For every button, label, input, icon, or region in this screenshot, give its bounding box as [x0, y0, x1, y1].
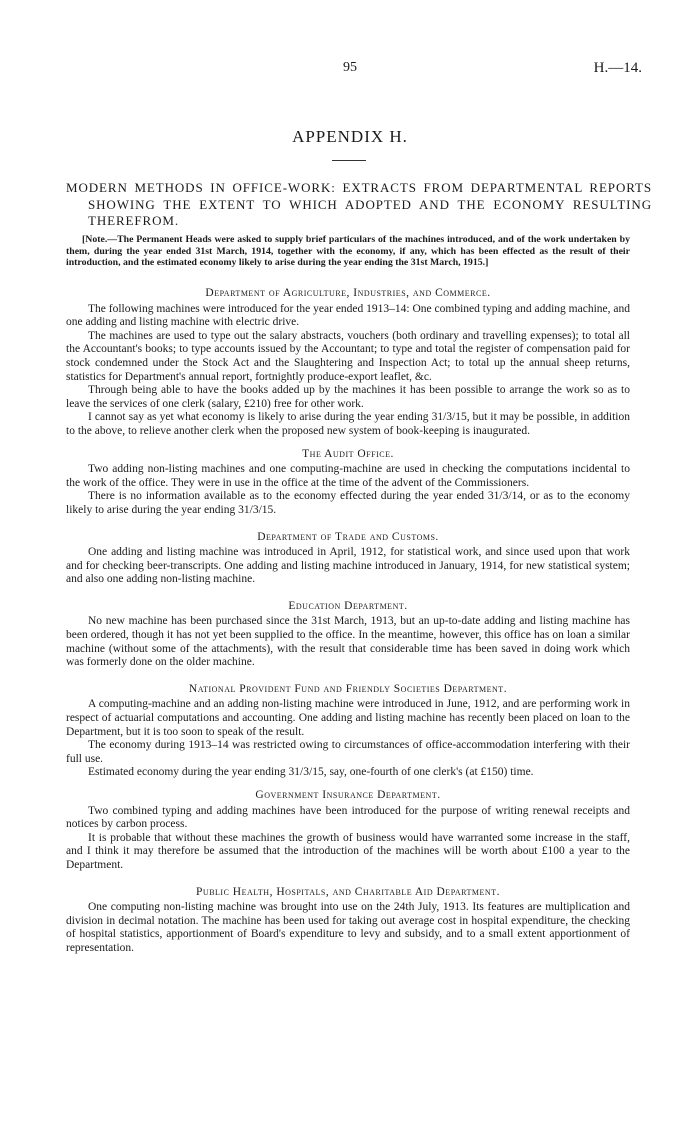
paragraph: Through being able to have the books added up by the machines it has been possible to arrange the work so as to leave the services of one clerk (salary, £210) free for other work. — [66, 384, 630, 410]
section-public-health — [66, 886, 630, 956]
section-heading: Department of Trade and Customs. — [257, 530, 439, 543]
section-heading: Department of Agriculture, Industries, and Commerce. — [205, 287, 491, 299]
paragraph: I cannot say as yet what economy is likely to arise during the year ending 31/3/15, but it may be possible, in addition to the above, to relieve another clerk when the proposed new system of book-keeping is inaugurated. — [66, 411, 630, 437]
paragraph: A computing-machine and an adding non-listing machine were introduced in June, 1912, and are performing work in respect of actuarial computations and accounting. One adding and listing machine has recently been placed on loan to the Department, but it is too soon to speak of the result. — [66, 698, 630, 738]
title-divider — [332, 160, 366, 161]
section-heading: National Provident Fund and Friendly Societies Department. — [188, 682, 508, 695]
document-body — [66, 287, 630, 956]
paragraph: One adding and listing machine was introduced in April, 1912, for statistical work, and since used upon that work and for checking beer-transcripts. One adding and listing machine introduced in January, 1914, for new statistical system; and also one adding non-listing machine. — [66, 546, 630, 586]
paragraph: Estimated economy during the year ending 31/3/15, say, one-fourth of one clerk's (at £150) time. — [88, 766, 534, 779]
section-government-insurance — [66, 789, 630, 873]
section-heading: The Audit Office. — [302, 447, 394, 460]
page-number: 95 — [343, 60, 357, 75]
section-heading: Public Health, Hospitals, and Charitable Aid Department. — [196, 885, 500, 898]
main-title: MODERN METHODS IN OFFICE-WORK: EXTRACTS FROM DEPARTMENTAL REPORTS SHOWING THE EXTENT TO WHICH ADOPTED AND THE ECONOMY RESULTING THEREFROM. — [66, 180, 652, 228]
section-heading: Government Insurance Department. — [255, 789, 441, 801]
paragraph: There is no information available as to the economy effected during the year ended 31/3/14, or as to the economy likely to arise during the year ending 31/3/15. — [66, 490, 630, 516]
paragraph: The machines are used to type out the salary abstracts, vouchers (both ordinary and travelling expenses); to total all the Accountant's books; to type accounts issued by the Accountant; to type and total the register of compensation paid for stock condemned under the Stock Act and the Slaughtering and Inspection Act; to total up the annual sheep returns, statistics for Department's annual report, fortnightly produce-export leaflet, &c. — [66, 329, 630, 383]
appendix-title: APPENDIX H. — [292, 127, 408, 146]
section-education — [66, 600, 630, 670]
section-heading: Education Department. — [288, 599, 408, 612]
paragraph: Two combined typing and adding machines have been introduced for the purpose of writing renewal receipts and notices by carbon process. — [66, 804, 630, 831]
section-national-provident-fund — [66, 683, 630, 780]
section-audit-office — [66, 448, 630, 518]
section-trade-customs — [66, 531, 630, 587]
paragraph: No new machine has been purchased since the 31st March, 1913, but an up-to-date adding and listing machine has been ordered, though it has not yet been supplied to the office. In the meantime, however, this office has on loan a similar machine (without some of the attachments), with the result that considerable time has been saved in doing work which was formerly done on the older machine. — [66, 615, 630, 669]
paragraph: The economy during 1913–14 was restricted owing to circumstances of office-accommodation interfering with their full use. — [66, 739, 630, 765]
paragraph: One computing non-listing machine was brought into use on the 24th July, 1913. Its features are multiplication and division in decimal notation. The machine has been used for taking out average cost in hospital expenditure, the checking of hospital statistics, apportionment of Board's expenditure to levy and subsidy, and to a small extent apportionment of representation. — [66, 901, 630, 954]
section-agriculture — [66, 287, 630, 439]
document-reference: H.—14. — [593, 60, 642, 76]
paragraph: Two adding non-listing machines and one computing-machine are used in checking the computations incidental to the work of the office. They were in use in the office at the time of the advent of the Commissioners. — [66, 463, 630, 489]
paragraph: The following machines were introduced for the year ended 1913–14: One combined typing and adding machine, and one adding and listing machine with electric drive. — [66, 302, 630, 329]
editorial-note: [Note.—The Permanent Heads were asked to supply brief particulars of the machines introduced, and of the work undertaken by them, during the year ended 31st March, 1914, together with the economy, if any, which has been effected as the result of their introduction, and the estimated economy likely to arise during the year ending the 31st March, 1915.] — [66, 234, 630, 268]
paragraph: It is probable that without these machines the growth of business would have warranted some increase in the staff, and I think it may therefore be assumed that the introduction of the machines will be worth about £100 a year to the Department. — [66, 831, 630, 871]
page-header — [0, 60, 700, 80]
